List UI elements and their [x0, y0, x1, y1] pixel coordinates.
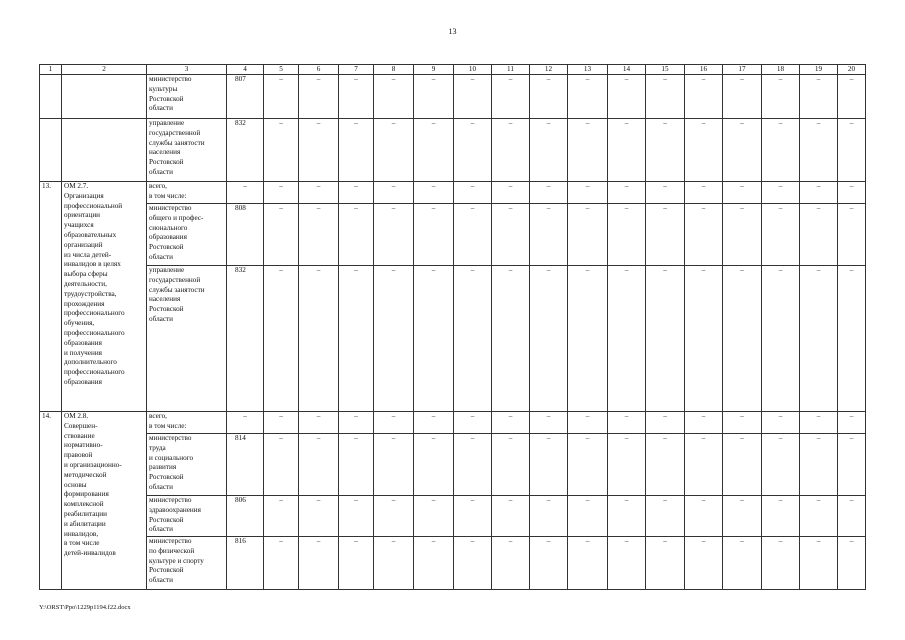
header-cell: 13	[568, 65, 608, 75]
value-cell: –	[608, 496, 646, 537]
value-cell: –	[723, 434, 762, 496]
value-cell: –	[299, 434, 339, 496]
value-cell: –	[608, 119, 646, 182]
page-number: 13	[448, 27, 457, 36]
value-cell: –	[454, 75, 492, 119]
value-cell: –	[723, 119, 762, 182]
value-cell: –	[685, 182, 723, 204]
code-cell: 806	[227, 496, 264, 537]
value-cell: –	[530, 204, 568, 266]
event-name-cell: ОМ 2.8. Совершен- ствование нормативно- правовой и организационно- методической основы формирования комплексной реабилитации и абилитации инвалидов, в том числе детей-инвалидов	[62, 412, 147, 590]
value-cell: –	[646, 496, 685, 537]
header-cell: 19	[800, 65, 838, 75]
value-cell: –	[685, 204, 723, 266]
header-cell: 20	[838, 65, 866, 75]
value-cell: –	[762, 182, 800, 204]
event-name-cell: ОМ 2.7. Организация профессиональной ориентации учащихся образовательных организаций из числа детей- инвалидов в целях выбора сферы деятельности, трудоустройства, прохождения профессионального обучения, профессионального образования и получения дополнительного профессионального образования	[62, 182, 147, 412]
code-cell: 832	[227, 119, 264, 182]
value-cell: –	[685, 119, 723, 182]
row-number-cell: 14.	[40, 412, 62, 590]
value-cell: –	[568, 119, 608, 182]
value-cell: –	[800, 75, 838, 119]
value-cell: –	[838, 204, 866, 266]
row-number-cell	[40, 75, 62, 119]
value-cell: –	[299, 204, 339, 266]
executor-cell: министерство труда и социального развития Ростовской области	[147, 434, 227, 496]
value-cell: –	[530, 266, 568, 412]
code-cell: 814	[227, 434, 264, 496]
value-cell: –	[800, 182, 838, 204]
value-cell: –	[374, 434, 414, 496]
value-cell: –	[800, 434, 838, 496]
table-row	[40, 204, 866, 266]
value-cell: –	[838, 434, 866, 496]
value-cell: –	[414, 204, 454, 266]
value-cell: –	[492, 412, 530, 434]
header-cell: 15	[646, 65, 685, 75]
value-cell: –	[264, 496, 299, 537]
value-cell: –	[492, 434, 530, 496]
header-cell: 1	[40, 65, 62, 75]
value-cell: –	[646, 119, 685, 182]
value-cell: –	[299, 119, 339, 182]
value-cell: –	[374, 412, 414, 434]
value-cell: –	[530, 119, 568, 182]
header-cell: 2	[62, 65, 147, 75]
executor-cell: всего, в том числе:	[147, 412, 227, 434]
value-cell: –	[264, 537, 299, 590]
value-cell: –	[374, 537, 414, 590]
value-cell: –	[762, 119, 800, 182]
value-cell: –	[723, 182, 762, 204]
value-cell: –	[568, 434, 608, 496]
value-cell: –	[264, 266, 299, 412]
header-cell: 10	[454, 65, 492, 75]
value-cell: –	[454, 266, 492, 412]
row-number-cell	[40, 119, 62, 182]
value-cell: –	[492, 266, 530, 412]
value-cell: –	[414, 496, 454, 537]
header-cell: 7	[339, 65, 374, 75]
value-cell: –	[264, 75, 299, 119]
header-cell: 9	[414, 65, 454, 75]
value-cell: –	[685, 537, 723, 590]
header-cell: 17	[723, 65, 762, 75]
value-cell: –	[530, 182, 568, 204]
value-cell: –	[530, 434, 568, 496]
executor-cell: управление государственной службы занятости населения Ростовской области	[147, 266, 227, 412]
code-cell: 808	[227, 204, 264, 266]
value-cell: –	[838, 182, 866, 204]
value-cell: –	[299, 412, 339, 434]
value-cell: –	[414, 119, 454, 182]
value-cell: –	[723, 204, 762, 266]
value-cell: –	[568, 75, 608, 119]
header-cell: 14	[608, 65, 646, 75]
value-cell: –	[492, 537, 530, 590]
budget-table	[39, 64, 866, 590]
value-cell: –	[414, 75, 454, 119]
value-cell: –	[646, 182, 685, 204]
value-cell: –	[608, 266, 646, 412]
code-cell: –	[227, 412, 264, 434]
value-cell: –	[762, 75, 800, 119]
value-cell: –	[339, 537, 374, 590]
table-row	[40, 434, 866, 496]
header-cell: 11	[492, 65, 530, 75]
header-row	[40, 65, 866, 75]
value-cell: –	[800, 119, 838, 182]
value-cell: –	[723, 412, 762, 434]
value-cell: –	[299, 266, 339, 412]
event-name-cell	[62, 119, 147, 182]
value-cell: –	[414, 412, 454, 434]
executor-cell: управление государственной службы занятости населения Ростовской области	[147, 119, 227, 182]
value-cell: –	[530, 537, 568, 590]
value-cell: –	[838, 75, 866, 119]
value-cell: –	[374, 266, 414, 412]
header-cell: 8	[374, 65, 414, 75]
executor-cell: министерство здравоохранения Ростовской области	[147, 496, 227, 537]
value-cell: –	[568, 412, 608, 434]
value-cell: –	[454, 182, 492, 204]
table-row	[40, 266, 866, 412]
header-cell: 18	[762, 65, 800, 75]
value-cell: –	[723, 266, 762, 412]
value-cell: –	[800, 266, 838, 412]
value-cell: –	[646, 537, 685, 590]
table-row	[40, 119, 866, 182]
value-cell: –	[454, 434, 492, 496]
value-cell: –	[414, 182, 454, 204]
value-cell: –	[685, 412, 723, 434]
value-cell: –	[608, 204, 646, 266]
value-cell: –	[568, 537, 608, 590]
value-cell: –	[454, 496, 492, 537]
value-cell: –	[608, 182, 646, 204]
value-cell: –	[646, 204, 685, 266]
value-cell: –	[264, 204, 299, 266]
value-cell: –	[374, 204, 414, 266]
value-cell: –	[608, 434, 646, 496]
value-cell: –	[838, 537, 866, 590]
code-cell: –	[227, 182, 264, 204]
value-cell: –	[454, 119, 492, 182]
value-cell: –	[838, 266, 866, 412]
value-cell: –	[492, 119, 530, 182]
value-cell: –	[762, 496, 800, 537]
value-cell: –	[568, 182, 608, 204]
value-cell: –	[838, 412, 866, 434]
value-cell: –	[414, 266, 454, 412]
value-cell: –	[339, 182, 374, 204]
value-cell: –	[685, 434, 723, 496]
value-cell: –	[800, 537, 838, 590]
value-cell: –	[374, 496, 414, 537]
value-cell: –	[339, 204, 374, 266]
table-row	[40, 412, 866, 434]
value-cell: –	[646, 434, 685, 496]
value-cell: –	[530, 75, 568, 119]
value-cell: –	[454, 204, 492, 266]
value-cell: –	[339, 119, 374, 182]
value-cell: –	[339, 496, 374, 537]
value-cell: –	[762, 204, 800, 266]
header-cell: 6	[299, 65, 339, 75]
header-cell: 12	[530, 65, 568, 75]
value-cell: –	[762, 537, 800, 590]
code-cell: 816	[227, 537, 264, 590]
value-cell: –	[646, 75, 685, 119]
value-cell: –	[264, 182, 299, 204]
value-cell: –	[339, 434, 374, 496]
executor-cell: всего, в том числе:	[147, 182, 227, 204]
value-cell: –	[608, 75, 646, 119]
value-cell: –	[454, 412, 492, 434]
value-cell: –	[646, 266, 685, 412]
header-cell: 5	[264, 65, 299, 75]
value-cell: –	[568, 204, 608, 266]
value-cell: –	[608, 412, 646, 434]
value-cell: –	[800, 412, 838, 434]
value-cell: –	[264, 434, 299, 496]
value-cell: –	[568, 496, 608, 537]
value-cell: –	[762, 266, 800, 412]
value-cell: –	[723, 75, 762, 119]
value-cell: –	[264, 412, 299, 434]
value-cell: –	[530, 412, 568, 434]
value-cell: –	[608, 537, 646, 590]
header-cell: 16	[685, 65, 723, 75]
value-cell: –	[492, 496, 530, 537]
value-cell: –	[800, 496, 838, 537]
row-number-cell: 13.	[40, 182, 62, 412]
value-cell: –	[685, 266, 723, 412]
code-cell: 832	[227, 266, 264, 412]
value-cell: –	[685, 75, 723, 119]
code-cell: 807	[227, 75, 264, 119]
value-cell: –	[838, 496, 866, 537]
value-cell: –	[685, 496, 723, 537]
value-cell: –	[264, 119, 299, 182]
value-cell: –	[762, 412, 800, 434]
executor-cell: министерство культуры Ростовской области	[147, 75, 227, 119]
file-path-footer: Y:\ORST\Ppo\1229p1194.f22.docx	[39, 604, 131, 611]
value-cell: –	[339, 266, 374, 412]
table-row	[40, 496, 866, 537]
table-row	[40, 537, 866, 590]
value-cell: –	[723, 496, 762, 537]
value-cell: –	[374, 119, 414, 182]
table-row	[40, 182, 866, 204]
value-cell: –	[530, 496, 568, 537]
executor-cell: министерство по физической культуре и спорту Ростовской области	[147, 537, 227, 590]
value-cell: –	[299, 182, 339, 204]
value-cell: –	[762, 434, 800, 496]
value-cell: –	[492, 75, 530, 119]
header-cell: 4	[227, 65, 264, 75]
value-cell: –	[646, 412, 685, 434]
value-cell: –	[299, 75, 339, 119]
value-cell: –	[374, 182, 414, 204]
value-cell: –	[299, 496, 339, 537]
event-name-cell	[62, 75, 147, 119]
value-cell: –	[454, 537, 492, 590]
value-cell: –	[800, 204, 838, 266]
value-cell: –	[339, 75, 374, 119]
table-row	[40, 75, 866, 119]
value-cell: –	[339, 412, 374, 434]
value-cell: –	[299, 537, 339, 590]
value-cell: –	[568, 266, 608, 412]
executor-cell: министерство общего и профес- сионального образования Ростовской области	[147, 204, 227, 266]
header-cell: 3	[147, 65, 227, 75]
value-cell: –	[414, 537, 454, 590]
value-cell: –	[414, 434, 454, 496]
value-cell: –	[838, 119, 866, 182]
value-cell: –	[723, 537, 762, 590]
value-cell: –	[492, 204, 530, 266]
value-cell: –	[374, 75, 414, 119]
value-cell: –	[492, 182, 530, 204]
